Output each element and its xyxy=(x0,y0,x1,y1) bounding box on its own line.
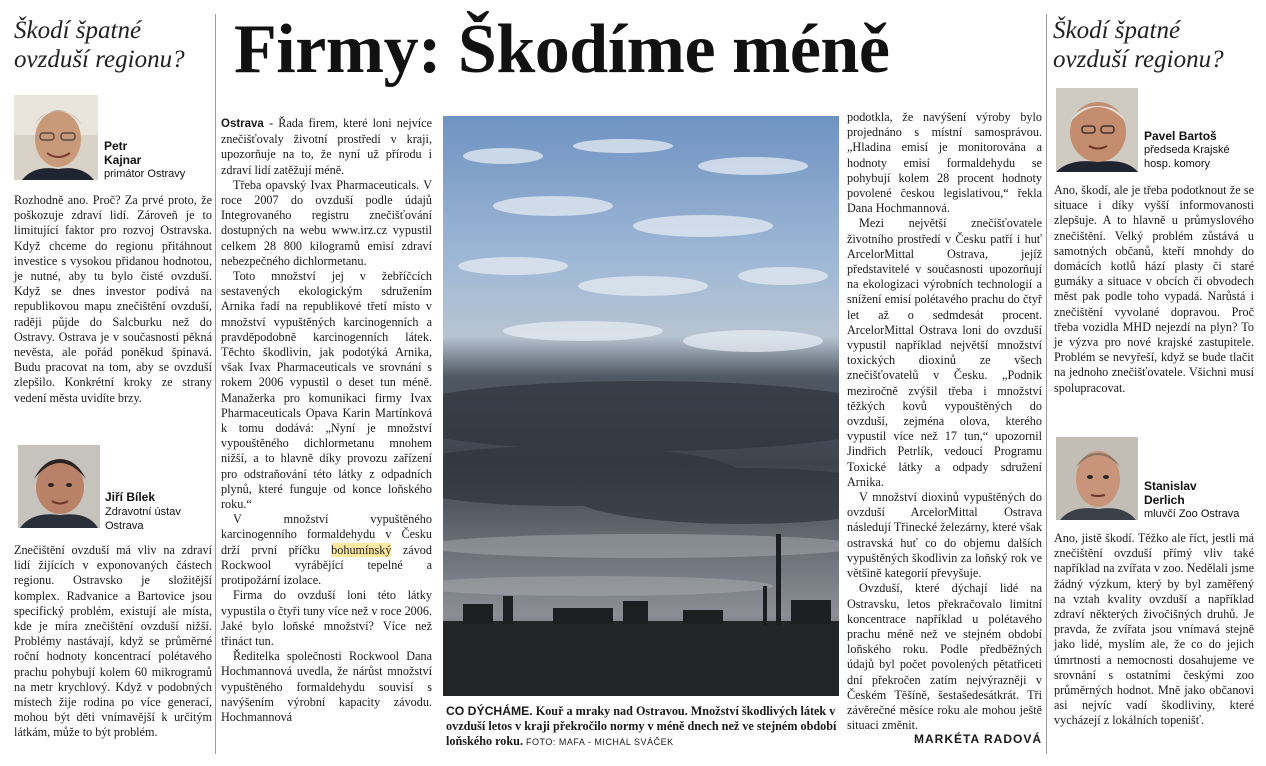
person-role-derlich: mluvčí Zoo Ostrava xyxy=(1144,508,1240,520)
right-panel-title: Škodí špatné ovzduší regionu? xyxy=(1053,17,1224,73)
quote-kajnar: Rozhodně ano. Proč? Za prvé proto, že poškozuje zdraví lidí. Zároveň je to limitující faktor pro rozvoj Ostravska. Když chceme do regionu přitáhnout investice s vysokou přidanou hodnotou, je nutné, aby tu bylo čisté ovzduší. Když se dnes investor podívá na republikovou mapu znečištění ovzduší, raději půjde do Salcburku než do Ostravy. Ostrava je v současnosti pěkná nevěsta, ale pořád poněkud špinavá. Budu pracovat na tom, aby se ovzduší zlepšilo. Konkrétní kroky ze strany vedení města uvidíte brzy. xyxy=(14,193,212,405)
headline: Firmy: Škodíme méně xyxy=(234,11,890,88)
article-column-1 xyxy=(221,116,432,725)
article-col1-p4-start: V množství vypuštěného karcinogenního formaldehydu v Česku drží první příčku xyxy=(221,512,432,557)
photo-credit: FOTO: MAFA - MICHAL SVÁČEK xyxy=(526,737,674,748)
person-name-kajnar: Petr Kajnar xyxy=(104,139,142,167)
column-rule-left xyxy=(215,14,216,754)
article-col1-p5: Firma do ovzduší loni této látky vypustila o čtyři tuny více než v roce 2006. Jaké bylo loňské množství? Více než třináct tun. xyxy=(221,588,432,648)
article-photo-sky-over-ostrava xyxy=(443,116,839,696)
byline: MARKÉTA RADOVÁ xyxy=(914,732,1042,746)
left-panel-title: Škodí špatné ovzduší regionu? xyxy=(14,17,185,73)
article-col1-p1: - Řada firem, které loni nejvíce znečišťovaly životní prostředí v kraji, upozorňuje na to, že nyní už přírodu i zdraví lidí zatěžují méně. xyxy=(221,116,432,177)
person-photo-bilek xyxy=(18,445,100,528)
dateline: Ostrava xyxy=(221,118,264,130)
quote-bilek: Znečištění ovzduší má vliv na zdraví lidí žijících v exponovaných částech regionu. Ostravsko je složitější komplex. Radvanice a Bartovice jsou specifický problém, existují ale místa, kde je míra znečištění ovzduší nižší. Problémy nastávají, když se průměrné roční hodnoty koncentrací polétavého prachu pohybují kolem 60 mikrogramů na metr krychlový. Když v podobných místech žije rodina po více generací, mohou být děti vnímavější k určitým látkám, může to být problém. xyxy=(14,543,212,740)
person-photo-kajnar xyxy=(14,95,98,180)
person-photo-bartos xyxy=(1056,88,1138,172)
quote-derlich: Ano, jistě škodí. Těžko ale říct, jestli má znečištění ovzduší přímý vliv také například na zvířata v zoo. Nedělali jsme žádný výzkum, který by byl zaměřený na vztah kvality ovzduší a například zdraví některých živočišných druhů. Je pravda, že zvířata jsou vnímavá stejně jako lidé, myslím ale, že co do jejich úmrtnosti a nemocnosti dosahujeme ve srovnání s ostatními českými zoo průměrných hodnot. Mně jako občanovi asi nejvíc vadí škodliviny, které vycházejí z lokálních topenišť. xyxy=(1054,531,1254,728)
column-rule-right xyxy=(1046,14,1047,754)
caption-lead: CO DÝCHÁME. xyxy=(446,704,533,718)
article-col1-p6: Ředitelka společnosti Rockwool Dana Hochmannová uvedla, že nárůst množství vypuštěného formaldehydu souvisí s navýšením výrobní kapacity závodu. Hochmannová xyxy=(221,649,432,724)
quote-bartos: Ano, škodí, ale je třeba podotknout že se situace i díky vyšší informovanosti zlepšuje. A to hlavně u průmyslového znečištění. Velký problém zůstává u samotných občanů, kteří mnohdy do domácích kotlů hází plasty či staré gumáky a situace v obcích či obvodech měst pak podle toho vypadá. Narůstá i znečištění vyvolané dopravou. Proč třeba vozidla MHD nejezdí na plyn? To je výzva pro nové krajské zastupitele. Problém se nevyřeší, když se bude tlačit na jednoho znečišťovatele. Všichni musí spolupracovat. xyxy=(1054,183,1254,395)
caption-text: Kouř a mraky nad Ostravou. Množství škodlivých látek v ovzduší letos v kraji překročilo normy v méně dnech než ve stejném období loňského roku. xyxy=(446,704,837,749)
highlighted-word: bohumínský xyxy=(331,542,392,557)
article-col2-p1: podotkla, že navýšení výroby bylo projednáno s místní samosprávou. „Hladina emisí je monitorována a hodnoty emisí formaldehydu se pohybují kolem 28 procent hodnoty povolené českou legislativou,“ řekla Dana Hochmannová. xyxy=(847,110,1042,216)
person-role-kajnar: primátor Ostravy xyxy=(104,168,186,180)
article-col1-p2: Třeba opavský Ivax Pharmaceuticals. V roce 2007 do ovzduší podle údajů Integrovaného registru znečišťování dostupných na webu www.irz.cz vypustil celkem 28 800 kilogramů emisí zdraví nebezpečného dichlormetanu. xyxy=(221,177,432,268)
person-name-derlich: Stanislav Derlich xyxy=(1144,479,1197,507)
person-name-bilek: Jiří Bílek xyxy=(105,490,156,504)
article-col2-p3: V množství dioxinů vypuštěných do ovzduší ArcelorMittal Ostrava následují Třinecké železárny, které však ostravská huť co do objemu dalších vypuštěných škodlivin za loňský rok ve většině kategorií převyšuje. xyxy=(847,490,1042,581)
article-column-2 xyxy=(847,110,1042,733)
article-col1-p3: Toto množství jej v žebříčcích sestavených ekologickým sdružením Arnika řadí na republikové třetí místo v množství vypuštěných karcinogenních a pravděpodobně karcinogenních látek. Těchto škodlivin, jak podotýká Arnika, však Ivax Pharmaceuticals ve srovnání s rokem 2006 vypustil o deset tun méně. Manažerka pro komunikaci firmy Ivax Pharmaceuticals Opava Karin Martínková k tomu dodává: „Nyní je množství vypouštěného dichlormetanu mnohem nižší, a to hlavně díky provozu zařízení pro odstraňování této látky z odpadních plynů, které funguje od konce loňského roku.“ xyxy=(221,269,432,512)
person-role-bilek: Zdravotní ústav Ostrava xyxy=(105,506,181,532)
article-col2-p4: Ovzduší, které dýchají lidé na Ostravsku, letos překračovalo limitní koncentrace například u polétavého prachu méně než ve stejném období loňského roku. Podle předběžných údajů byl počet povolených pětatřiceti dní překročen zatím nejvýrazněji v Českém Těšíně, šestašedesátkrát. Tři závěrečné měsíce roku ale mohou ještě situaci změnit. xyxy=(847,581,1042,733)
person-photo-derlich xyxy=(1056,437,1138,520)
photo-caption xyxy=(446,704,840,751)
person-role-bartos: předseda Krajské hosp. komory xyxy=(1144,144,1230,170)
article-col2-p2: Mezi největší znečišťovatele životního prostředí v Česku patří i huť ArcelorMittal Ostrava, jejíž představitelé v současnosti upozorňují na ekologizaci výrobních technologií a snížení emisí polétavého prachu do čtyř let až o sedmdesát procent. ArcelorMittal Ostrava loni do ovzduší vypustil například největší množství toxických dioxinů ze všech znečišťovatelů v Česku. „Podnik meziročně zvýšil třeba i množství těžkých kovů vypouštěných do ovzduší, zejména olova, kterého vypustil více než 17 tun,“ upozornil Jindřich Petrlík, vedoucí Programu Toxické látky a odpady sdružení Arnika. xyxy=(847,216,1042,489)
article-col1-p4-end: závod Rockwool vyrábějící tepelné a protipožární izolace. xyxy=(221,542,432,588)
person-name-bartos: Pavel Bartoš xyxy=(1144,129,1217,143)
